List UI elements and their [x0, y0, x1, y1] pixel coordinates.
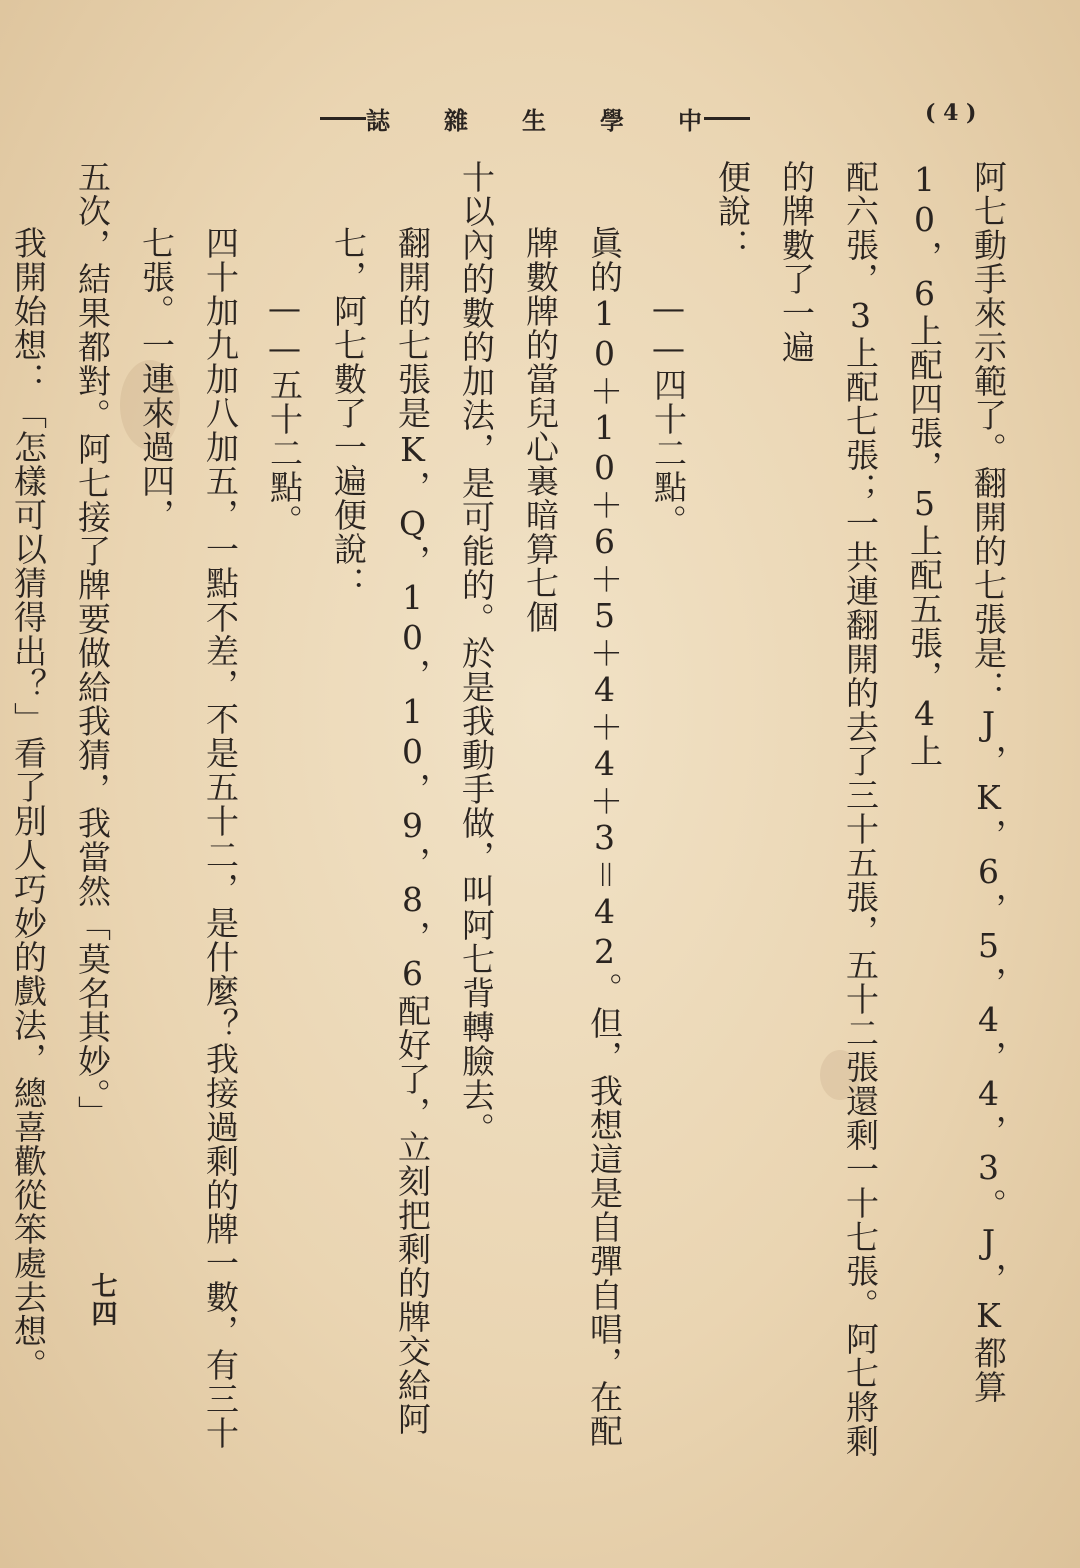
title-char: 中 [678, 105, 704, 135]
text-column: 我開始想：「怎樣可以猜得出？」看了別人巧妙的戲法，總喜歡從笨處去想。 [9, 226, 48, 1382]
footer-page-mark: 七四 [87, 1272, 117, 1328]
article-body [9, 160, 1020, 1460]
magazine-title [366, 101, 704, 136]
title-char: 生 [522, 105, 548, 135]
header-rule-right [704, 117, 750, 120]
text-column: 阿七動手來示範了。翻開的七張是：J，K，6，5，4，4，3。J，K都算10，6上配四張，5上配五張，4上 [905, 160, 1008, 1404]
title-char: 誌 [366, 105, 392, 135]
text-column: 眞的10＋10＋6＋5＋4＋4＋3＝42。但，我想這是自彈自唱，在配牌數牌的當兒心裏暗算七個 [521, 226, 624, 1448]
text-column: 便說： [713, 160, 752, 262]
text-column: 配六張，3上配七張；一共連翻開的去了三十五張，五十二張還剩一十七張。阿七將剩的牌數了一遍 [777, 160, 880, 1458]
text-column: 五次，結果都對。阿七接了牌要做給我猜，我當然「莫名其妙。」 [73, 160, 112, 1130]
text-column: ——五十二點。 [265, 288, 304, 538]
title-char: 學 [600, 105, 626, 135]
header-rule-left [320, 117, 366, 120]
text-column: 翻開的七張是K，Q，10，10，9，8，6配好了，立刻把剩的牌交給阿七，阿七數了一遍便說： [329, 226, 432, 1436]
text-column: 四十加九加八加五，一點不差，不是五十二，是什麼？我接過剩的牌一數，有三十七張。一連來過四， [137, 226, 240, 1450]
page-number: ( 4 ) [925, 100, 977, 126]
text-column: 十以內的數的加法，是可能的。於是我動手做，叫阿七背轉臉去。 [457, 160, 496, 1146]
text-column: ——四十二點。 [649, 288, 688, 538]
title-char: 雜 [444, 105, 470, 135]
magazine-header [320, 98, 750, 138]
